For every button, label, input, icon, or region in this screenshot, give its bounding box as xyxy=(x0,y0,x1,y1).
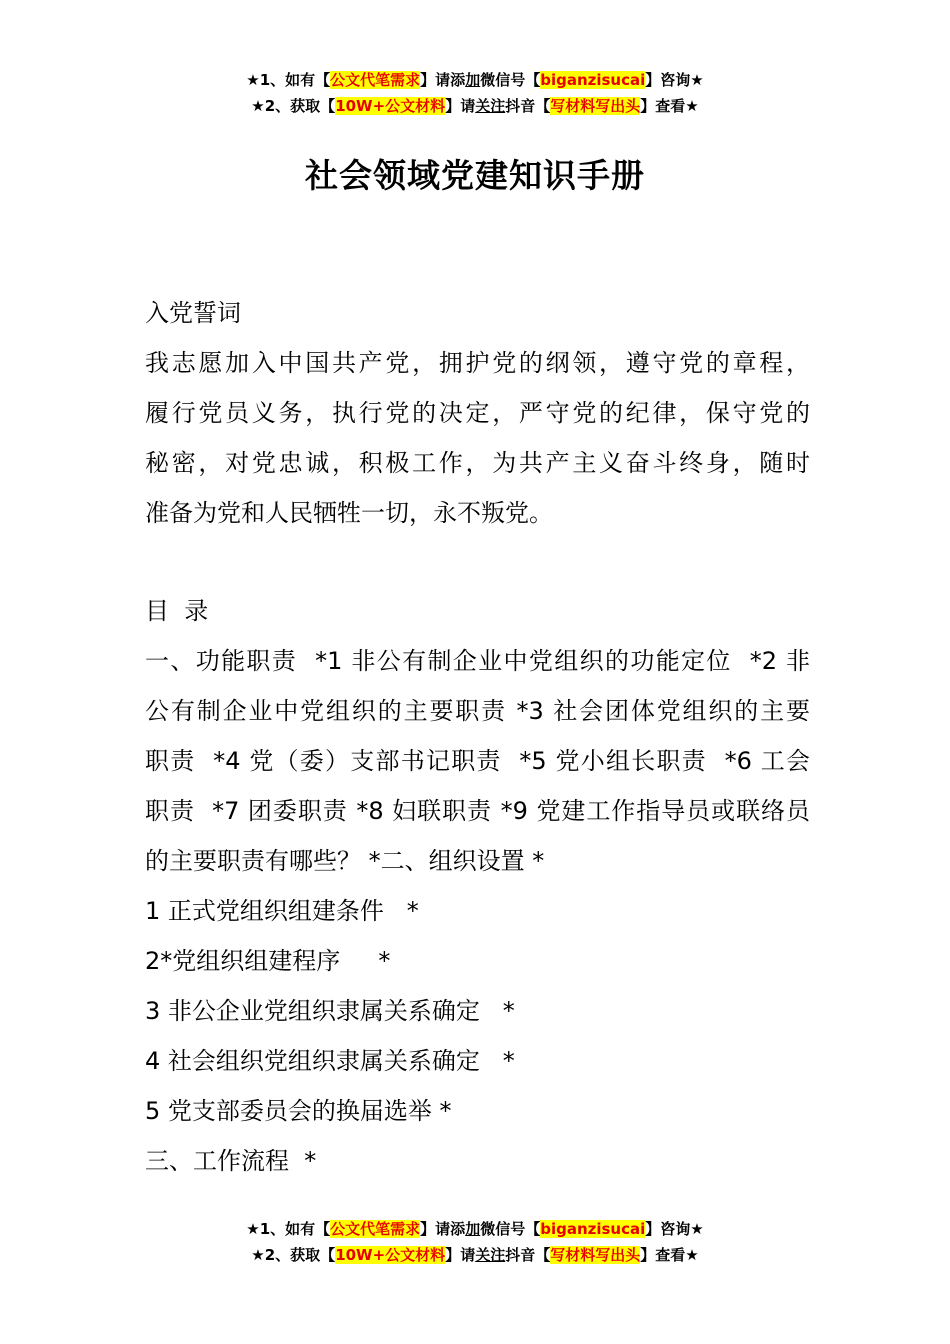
oath-heading: 入党誓词 xyxy=(145,299,241,327)
highlight-douyin-account: 写材料写出头 xyxy=(550,1246,641,1264)
toc-section xyxy=(145,586,810,1186)
toc-line: 一、功能职责 *1 非公有制企业中党组织的功能定位 *2 非 xyxy=(145,647,810,675)
toc-line: 5 党支部委员会的换届选举 * xyxy=(145,1097,452,1125)
banner-line-1: ★1、如有【公文代笔需求】请添加微信号【biganzisucai】咨询★ xyxy=(246,1220,704,1238)
toc-line: 职责 *4 党（委）支部书记职责 *5 党小组长职责 *6 工会 xyxy=(145,747,810,775)
banner-line-2: ★2、获取【10W+公文材料】请关注抖音【写材料写出头】查看★ xyxy=(251,1246,699,1264)
highlight-materials: 10W+公文材料 xyxy=(335,1246,446,1264)
toc-line: 4 社会组织党组织隶属关系确定 * xyxy=(145,1047,515,1075)
highlight-wechat-id: biganzisucai xyxy=(540,71,646,89)
banner-line-1: ★1、如有【公文代笔需求】请添加微信号【biganzisucai】咨询★ xyxy=(246,71,704,89)
banner-line-2: ★2、获取【10W+公文材料】请关注抖音【写材料写出头】查看★ xyxy=(251,97,699,115)
document-title: 社会领域党建知识手册 xyxy=(305,156,645,195)
header-banner xyxy=(0,67,950,119)
toc-line: 公有制企业中党组织的主要职责 *3 社会团体党组织的主要 xyxy=(145,697,810,725)
oath-line: 秘密，对党忠诚，积极工作，为共产主义奋斗终身，随时 xyxy=(145,449,810,477)
toc-line: 三、工作流程 * xyxy=(145,1147,317,1175)
toc-line: 职责 *7 团委职责 *8 妇联职责 *9 党建工作指导员或联络员 xyxy=(145,797,810,825)
oath-section xyxy=(145,288,810,538)
highlight-materials: 10W+公文材料 xyxy=(335,97,446,115)
toc-line: 1 正式党组织组建条件 * xyxy=(145,897,419,925)
oath-line: 我志愿加入中国共产党，拥护党的纲领，遵守党的章程， xyxy=(145,349,810,377)
highlight-wechat-id: biganzisucai xyxy=(540,1220,646,1238)
oath-line: 履行党员义务，执行党的决定，严守党的纪律，保守党的 xyxy=(145,399,810,427)
toc-line: 3 非公企业党组织隶属关系确定 * xyxy=(145,997,515,1025)
highlight-douyin-account: 写材料写出头 xyxy=(550,97,641,115)
footer-banner xyxy=(0,1216,950,1268)
highlight-service: 公文代笔需求 xyxy=(330,1220,421,1238)
toc-heading: 目 录 xyxy=(145,597,209,625)
toc-line: 的主要职责有哪些？ *二、组织设置 * xyxy=(145,847,545,875)
highlight-service: 公文代笔需求 xyxy=(330,71,421,89)
oath-line: 准备为党和人民牺牲一切，永不叛党。 xyxy=(145,499,553,527)
toc-line: 2*党组织组建程序 * xyxy=(145,947,391,975)
